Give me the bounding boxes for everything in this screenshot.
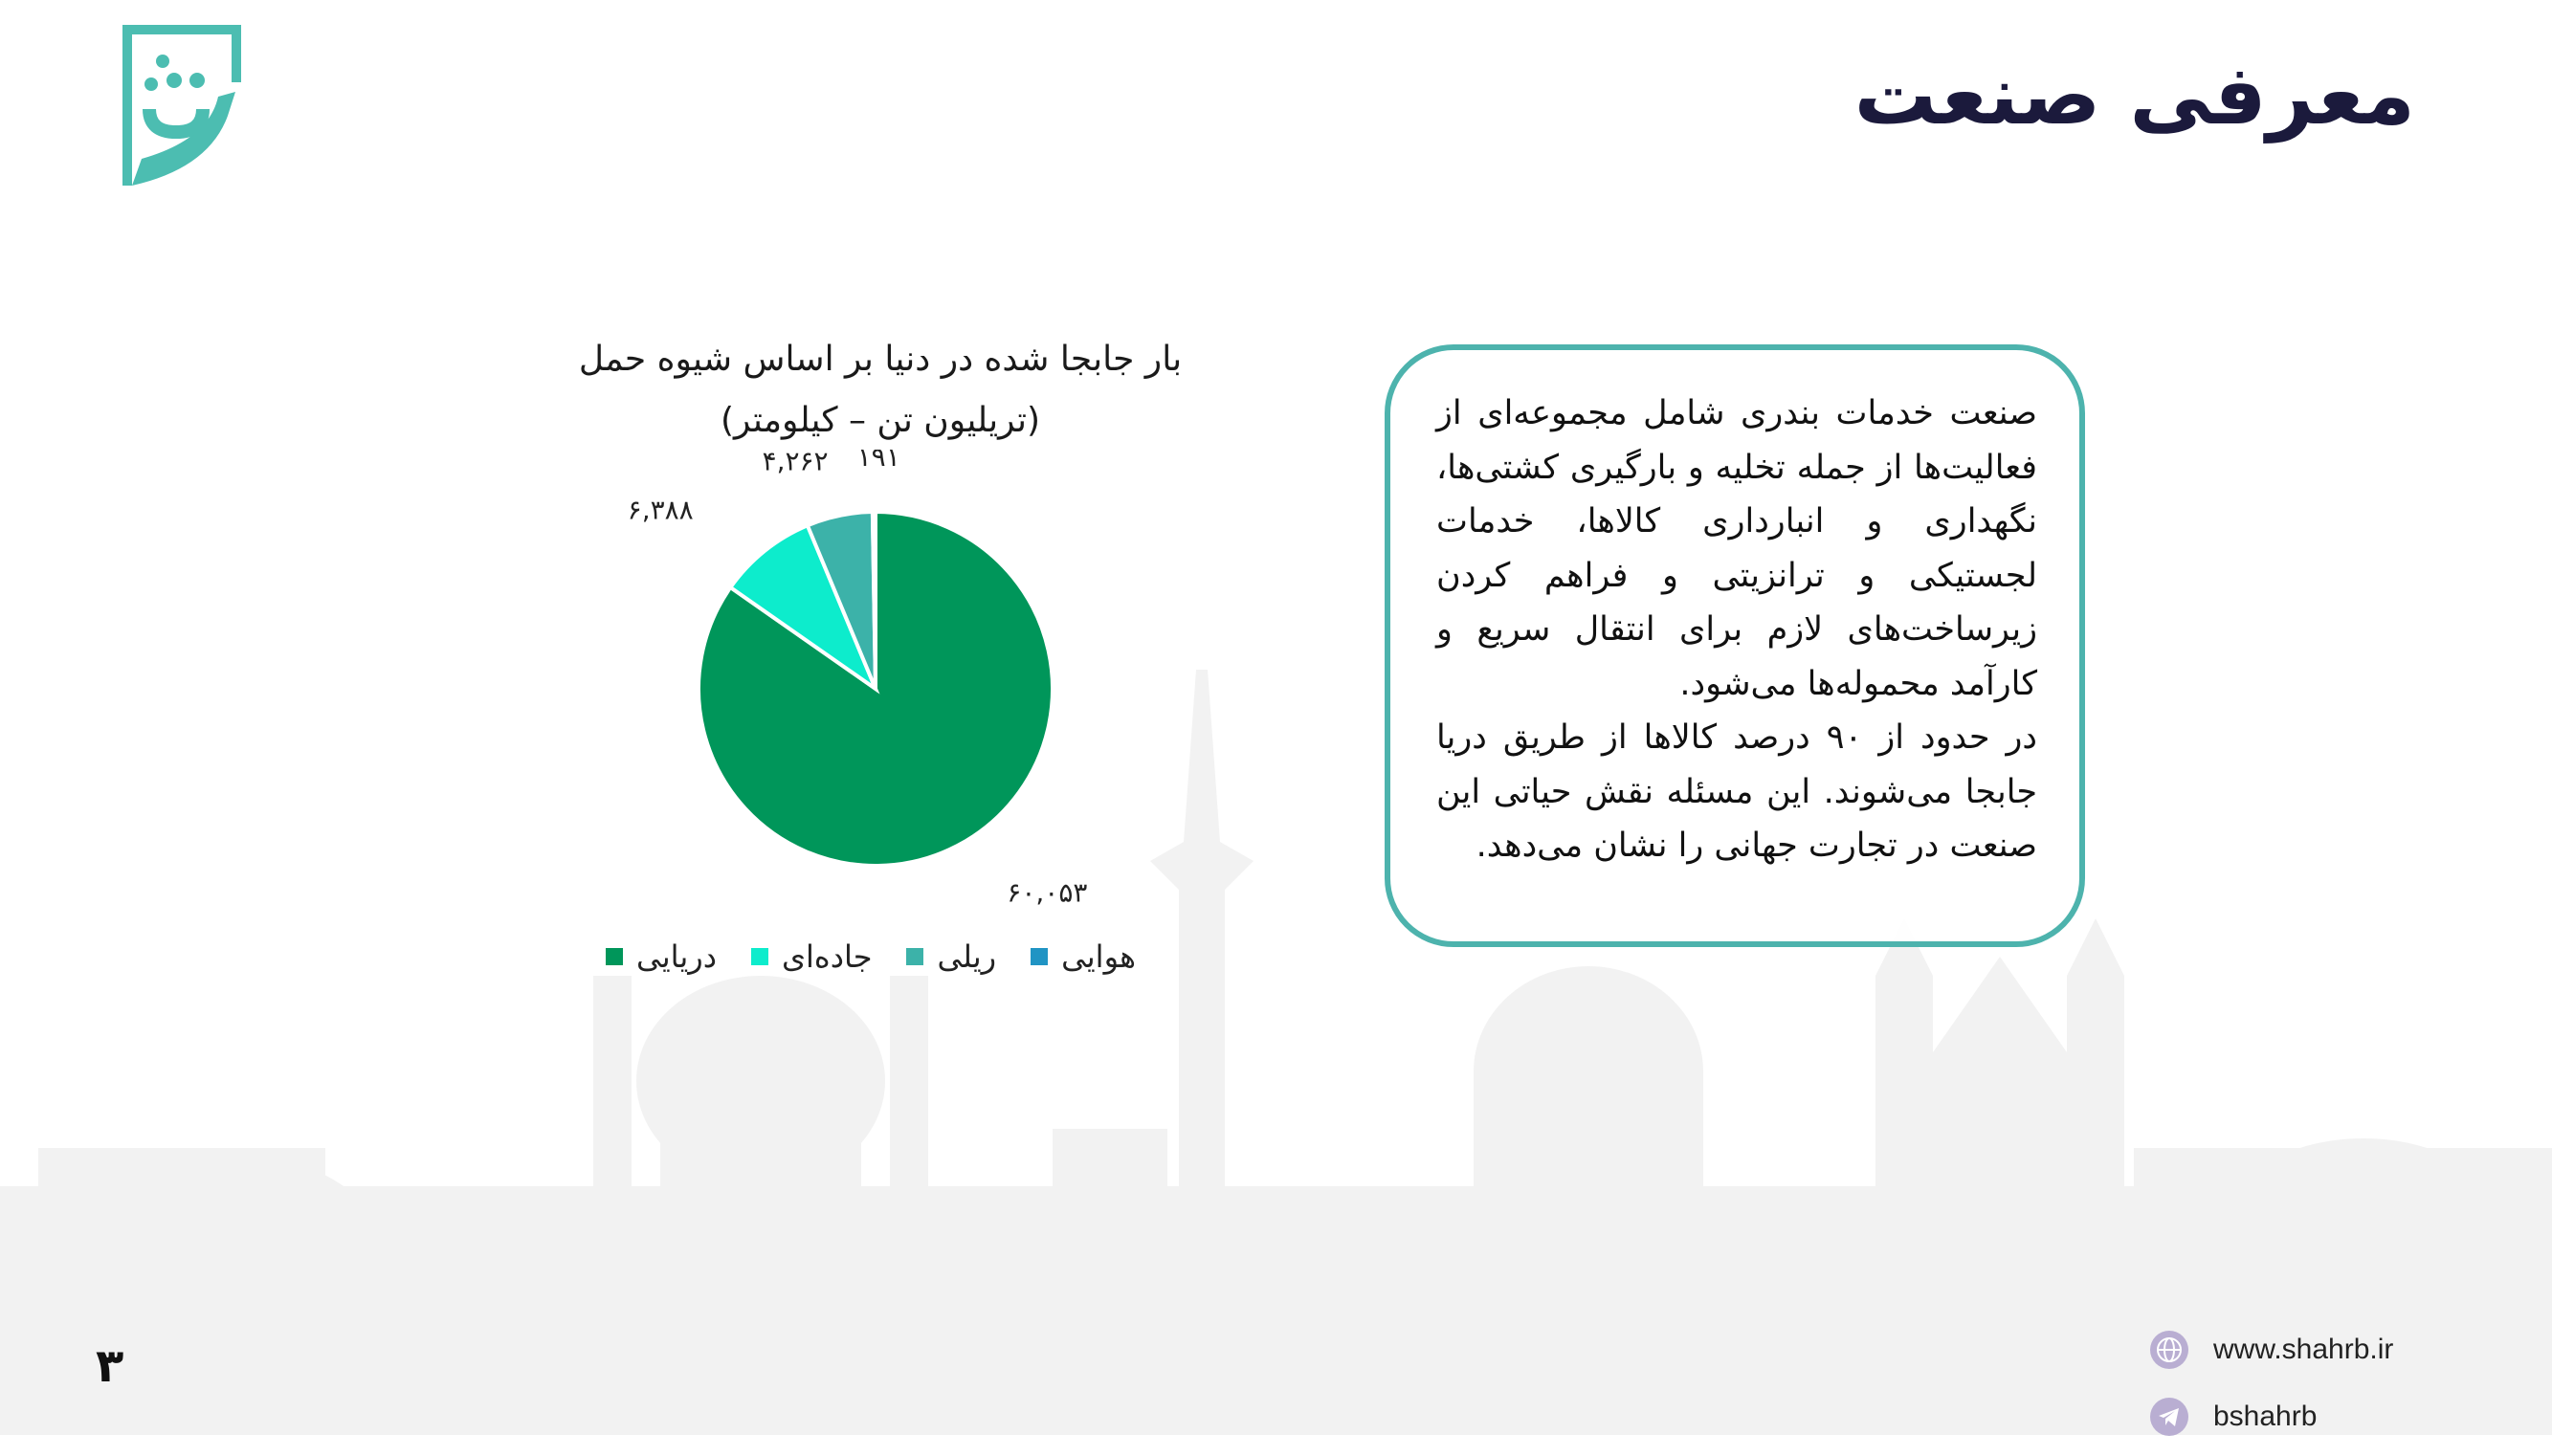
legend-item-rail: [906, 938, 996, 975]
legend-label-road: جاده‌ای: [781, 938, 873, 975]
legend-label-air: هوایی: [1061, 938, 1136, 975]
info-paragraph-2: در حدود از ۹۰ درصد کالاها از طریق دریا جابجا می‌شوند. این مسئله نقش حیاتی این صنعت در تجارت جهانی را نشان می‌دهد.: [1436, 718, 2037, 865]
footer-website-row[interactable]: [2148, 1322, 2435, 1378]
pie-chart: [612, 450, 1129, 909]
info-paragraph-1: صنعت خدمات بندری شامل مجموعه‌ای از فعالیت‌ها از جمله تخلیه و بارگیری کشتی‌ها، نگهداری و انبارداری کالاها، خدمات لجستیکی و ترانزیتی و فراهم کردن زیرساخت‌های لازم برای انتقال سریع و کارآمد محموله‌ها می‌شود.: [1436, 394, 2037, 703]
telegram-handle[interactable]: bshahrb: [2213, 1401, 2318, 1432]
info-box: [1385, 344, 2085, 947]
legend-item-sea: [606, 938, 717, 975]
chart-title-line-1: بار جابجا شده در دنیا بر اساس شیوه حمل: [578, 340, 1183, 379]
legend-item-road: [751, 938, 872, 975]
legend-item-air: [1031, 938, 1136, 975]
legend-swatch-sea: [606, 948, 623, 965]
page-number: ۳: [96, 1339, 124, 1393]
legend-swatch-road: [751, 948, 768, 965]
telegram-icon: [2148, 1396, 2190, 1438]
page-title: معرفی صنعت: [1853, 48, 2415, 143]
pie-label-1: ۶,۳۸۸: [627, 494, 694, 526]
brand-logo-icon: [122, 25, 241, 186]
pie-label-2: ۴,۲۶۲: [762, 450, 829, 477]
chart-title-line-2: (تریلیون تن – کیلومتر): [720, 401, 1041, 440]
website-link[interactable]: www.shahrb.ir: [2213, 1334, 2394, 1365]
chart-title: [517, 329, 1244, 452]
legend-label-rail: ریلی: [937, 938, 997, 975]
footer-contacts: [2148, 1322, 2435, 1456]
legend-swatch-rail: [906, 948, 923, 965]
footer-telegram-row[interactable]: [2148, 1389, 2435, 1445]
legend-label-sea: دریایی: [636, 938, 717, 975]
pie-label-3: ۱۹۱: [856, 450, 900, 474]
chart-legend: [536, 928, 1206, 985]
pie-label-0: ۶۰,۰۵۳: [1007, 876, 1088, 909]
legend-swatch-air: [1031, 948, 1048, 965]
globe-icon: [2148, 1329, 2190, 1371]
